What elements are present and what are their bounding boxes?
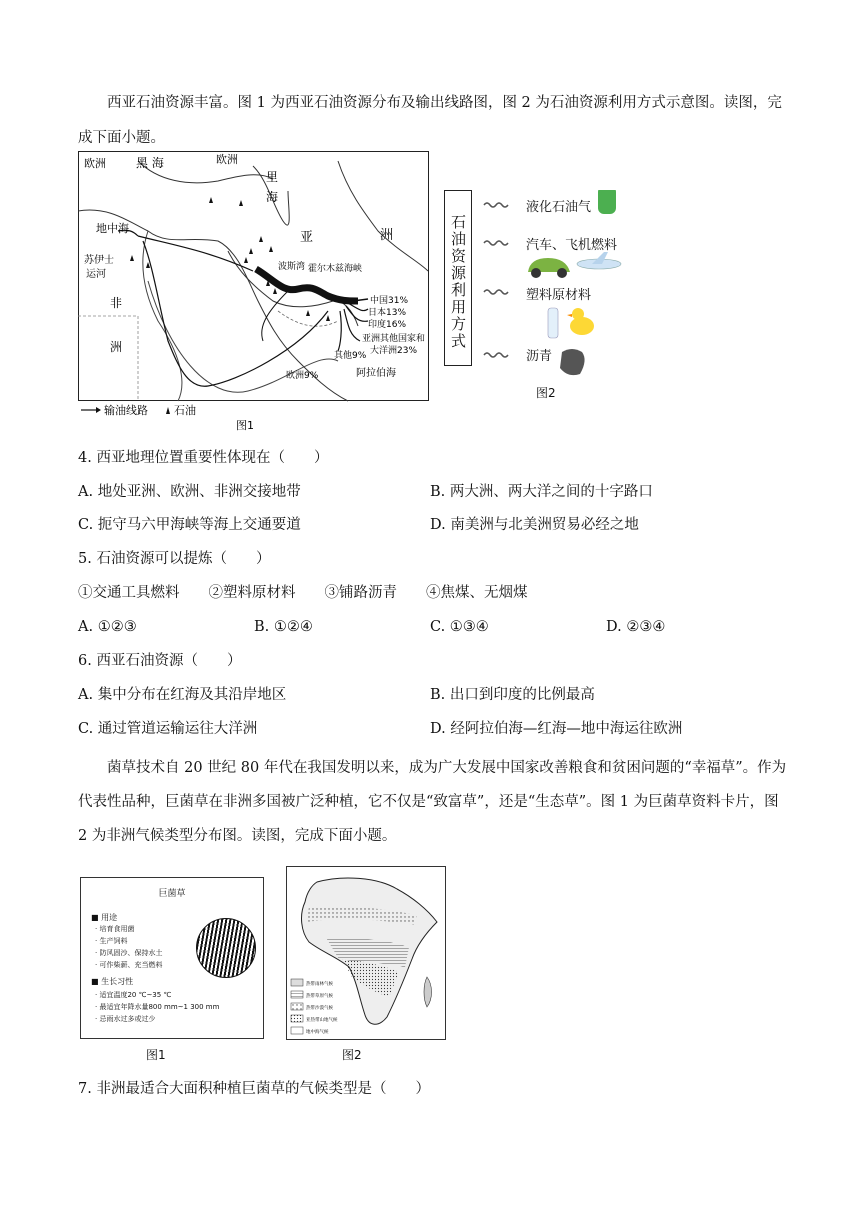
card-use-heading: ■ 用途 <box>91 913 118 922</box>
question-4-option-d[interactable]: D. 南美洲与北美洲贸易必经之地 <box>430 517 639 533</box>
oil-use-item-plastic: 塑料原材料 <box>526 288 592 303</box>
question-4-option-c[interactable]: C. 扼守马六甲海峡等海上交通要道 <box>78 517 301 533</box>
africa-legend-3: 热带沙漠气候 <box>306 1006 333 1011</box>
juncao-grass-image <box>196 918 256 978</box>
gas-cylinder-icon <box>598 190 616 214</box>
card-use-1: · 培育食用菌 <box>95 925 135 933</box>
label-japan: 日本13% <box>368 308 407 318</box>
card-habit-heading: ■ 生长习性 <box>91 977 134 986</box>
label-other: 其他9% <box>334 351 367 361</box>
africa-legend-5: 地中海气候 <box>306 1030 329 1035</box>
legend-route: 输油线路 <box>104 404 148 417</box>
label-asia-2: 洲 <box>380 228 394 243</box>
card-use-3: · 防风固沙、保持水土 <box>95 949 163 957</box>
question-6-option-d[interactable]: D. 经阿拉伯海—红海—地中海运往欧洲 <box>430 721 683 737</box>
figure-1-caption: 图1 <box>236 419 254 432</box>
question-4-option-a[interactable]: A. 地处亚洲、欧洲、非洲交接地带 <box>78 484 301 500</box>
legend-oil: 石油 <box>174 404 196 417</box>
car-icon <box>528 258 570 278</box>
question-5-option-a[interactable]: A. ①②③ <box>78 619 137 635</box>
label-caspian-1: 里 <box>266 170 279 184</box>
card-title: 巨菌草 <box>158 889 186 899</box>
label-mediterranean: 地中海 <box>96 222 129 235</box>
card-use-2: · 生产饲料 <box>95 937 128 945</box>
africa-map-svg <box>287 867 445 1039</box>
africa-legend-1: 热带雨林气候 <box>306 982 333 987</box>
oil-marker-icon <box>166 407 170 414</box>
label-europe-top: 欧洲 <box>216 153 238 166</box>
africa-legend-4: 亚热带山地气候 <box>306 1018 338 1023</box>
oil-use-item-lpg: 液化石油气 <box>526 200 592 215</box>
oil-map-svg <box>78 151 430 433</box>
africa-legend-2: 热带草原气候 <box>306 994 333 999</box>
oil-use-item-asphalt: 沥青 <box>526 349 553 364</box>
label-europe-left: 欧洲 <box>84 157 106 170</box>
label-asia-other-2: 大洋洲23% <box>370 346 418 356</box>
label-africa-1: 非 <box>110 296 123 310</box>
question-4-stem: 4. 西亚地理位置重要性体现在（ ） <box>78 450 329 466</box>
africa-climate-map <box>286 866 446 1040</box>
bottle-icon <box>548 308 558 338</box>
question-6-stem: 6. 西亚石油资源（ ） <box>78 653 242 669</box>
card-caption: 图1 <box>146 1048 166 1062</box>
card-habit-1: · 适宜温度20 ℃~35 ℃ <box>95 991 172 999</box>
question-6-option-b[interactable]: B. 出口到印度的比例最高 <box>430 687 595 703</box>
label-suez-1: 苏伊士 <box>84 255 114 266</box>
label-europe-pct: 欧洲9% <box>286 371 319 381</box>
question-5-option-d[interactable]: D. ②③④ <box>606 619 666 635</box>
label-suez-2: 运河 <box>86 269 106 280</box>
card-habit-2: · 最适宜年降水量800 mm~1 300 mm <box>95 1003 220 1011</box>
label-black-sea: 黑 海 <box>136 156 164 170</box>
figure-1-oil-map <box>78 151 430 433</box>
label-africa-2: 洲 <box>110 340 123 354</box>
card-habit-3: · 忌雨水过多或过少 <box>95 1015 156 1023</box>
airplane-icon <box>577 252 621 269</box>
label-asia-other-1: 亚洲其他国家和 <box>362 334 426 344</box>
card-use-4: · 可作柴薪、充当燃料 <box>95 961 163 969</box>
africa-caption: 图2 <box>342 1048 362 1062</box>
figure-2-caption: 图2 <box>536 386 556 400</box>
oil-use-item-fuel: 汽车、飞机燃料 <box>526 238 618 253</box>
juncao-info-card <box>80 877 264 1039</box>
label-china: 中国31% <box>370 296 409 306</box>
question-6-option-a[interactable]: A. 集中分布在红海及其沿岸地区 <box>78 687 287 703</box>
question-5-option-b[interactable]: B. ①②④ <box>254 619 313 635</box>
label-india: 印度16% <box>368 320 407 330</box>
oil-use-title: 石油资源利用方式 <box>449 214 467 350</box>
question-7-stem: 7. 非洲最适合大面积种植巨菌草的气候类型是（ ） <box>78 1081 430 1097</box>
label-hormuz: 霍尔木兹海峡 <box>308 264 363 274</box>
question-5-stem: 5. 石油资源可以提炼（ ） <box>78 551 271 567</box>
asphalt-icon <box>560 349 585 375</box>
question-5-option-c[interactable]: C. ①③④ <box>430 619 489 635</box>
question-4-option-b[interactable]: B. 两大洲、两大洋之间的十字路口 <box>430 484 653 500</box>
rubber-duck-icon <box>567 308 594 335</box>
intro-paragraph-1: 西亚石油资源丰富。图 1 为西亚石油资源分布及输出线路图，图 2 为石油资源利用方式示意图。读图，完成下面小题。 <box>78 95 782 146</box>
intro-paragraph-2: 菌草技术自 20 世纪 80 年代在我国发明以来，成为广大发展中国家改善粮食和贫困问题的“幸福草”。作为代表性品种，巨菌草在非洲多国被广泛种植，它不仅是“致富草”，还是“生态草”。图 1 为巨菌草资料卡片，图 2 为非洲气候类型分布图。读图，完成下面小题。 <box>78 760 787 844</box>
figure-2-oil-uses <box>444 190 634 402</box>
label-persian-gulf: 波斯湾 <box>278 262 306 272</box>
label-arabian-sea: 阿拉伯海 <box>356 368 396 379</box>
label-asia-1: 亚 <box>300 230 314 245</box>
label-caspian-2: 海 <box>266 190 279 204</box>
question-6-option-c[interactable]: C. 通过管道运输运往大洋洲 <box>78 721 258 737</box>
question-5-items: ①交通工具燃料 ②塑料原材料 ③铺路沥青 ④焦煤、无烟煤 <box>78 585 528 601</box>
